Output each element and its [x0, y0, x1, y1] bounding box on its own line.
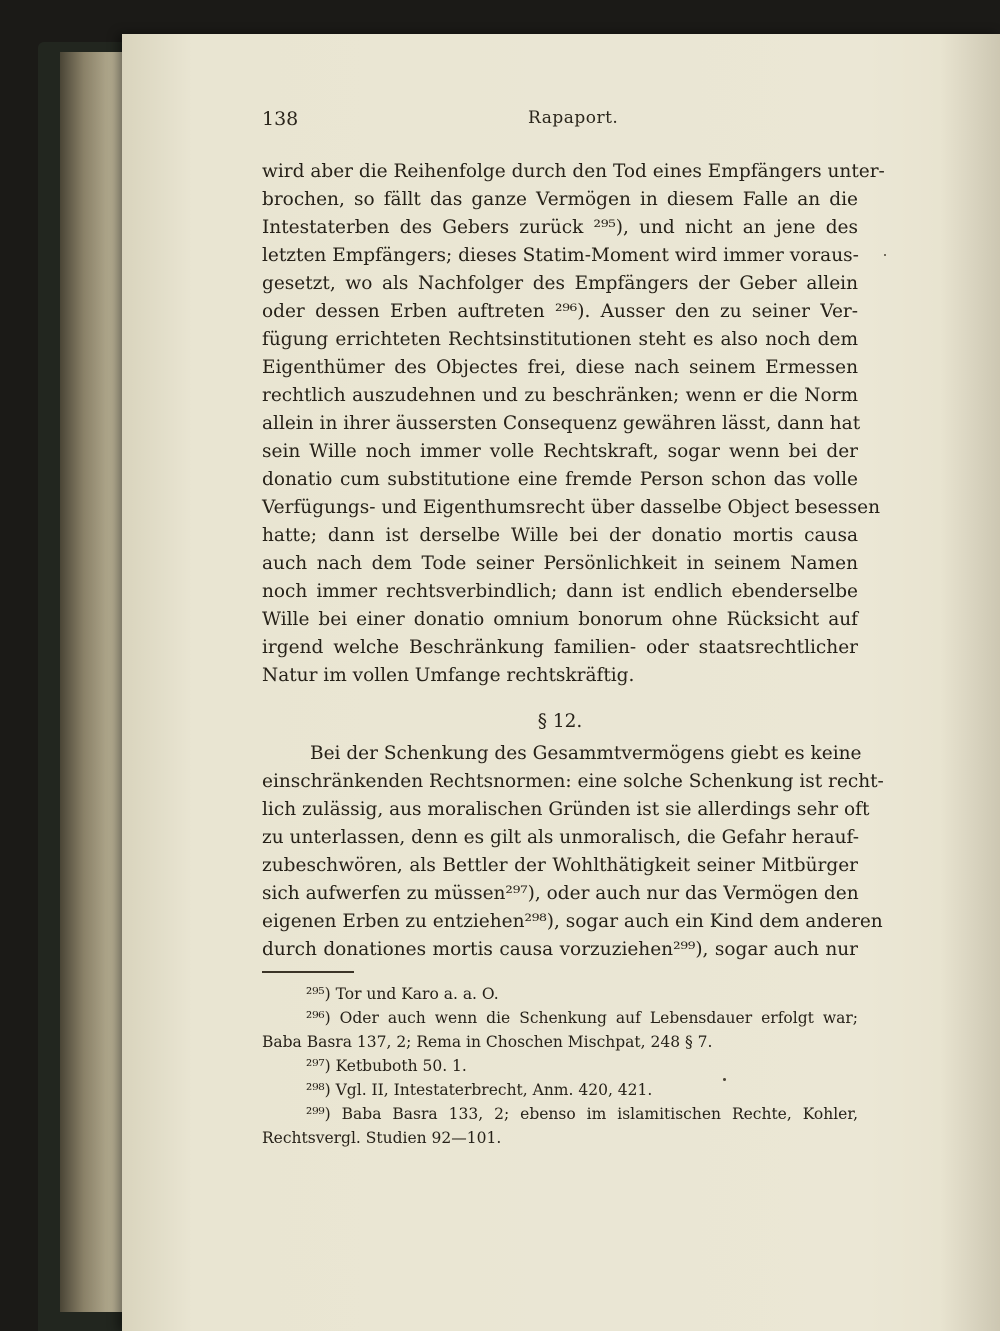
page-number: 138	[262, 108, 299, 130]
body-line: gesetzt, wo als Nachfolger des Empfängers der Geber allein	[262, 273, 858, 294]
footnote-line: ²⁹⁹) Baba Basra 133, 2; ebenso im islamitischen Rechte, Kohler,	[306, 1105, 858, 1123]
ink-speck	[723, 1078, 726, 1081]
body-line: sich aufwerfen zu müssen²⁹⁷), oder auch nur das Vermögen den	[262, 883, 859, 904]
body-line: rechtlich auszudehnen und zu beschränken; wenn er die Norm	[262, 385, 858, 406]
body-line: Verfügungs- und Eigenthumsrecht über dasselbe Object besessen	[262, 497, 880, 518]
running-head: Rapaport.	[528, 108, 619, 128]
body-line: Intestaterben des Gebers zurück ²⁹⁵), und nicht an jene des	[262, 217, 858, 238]
page-header	[262, 108, 858, 144]
body-line: wird aber die Reihenfolge durch den Tod eines Empfängers unter-	[262, 161, 885, 182]
body-line: hatte; dann ist derselbe Wille bei der donatio mortis causa	[262, 525, 858, 546]
body-line: letzten Empfängers; dieses Statim-Moment wird immer voraus-	[262, 245, 859, 266]
body-line: auch nach dem Tode seiner Persönlichkeit in seinem Namen	[262, 553, 858, 574]
body-line: fügung errichteten Rechtsinstitutionen steht es also noch dem	[262, 329, 858, 350]
body-line: brochen, so fällt das ganze Vermögen in diesem Falle an die	[262, 189, 858, 210]
section-heading: § 12.	[537, 711, 583, 732]
footnotes	[262, 982, 858, 1152]
body-line: durch donationes mortis causa vorzuziehen²⁹⁹), sogar auch nur	[262, 939, 858, 960]
body-line: lich zulässig, aus moralischen Gründen ist sie allerdings sehr oft	[262, 799, 870, 820]
body-line: zu unterlassen, denn es gilt als unmoralisch, die Gefahr herauf-	[262, 827, 859, 848]
body-text	[262, 158, 885, 978]
ink-speck	[884, 254, 886, 256]
body-line: einschränkenden Rechtsnormen: eine solche Schenkung ist recht-	[262, 771, 884, 792]
footnote-line: ²⁹⁸) Vgl. II, Intestaterbrecht, Anm. 420, 421.	[306, 1081, 653, 1099]
footnote-line: Baba Basra 137, 2; Rema in Choschen Mischpat, 248 § 7.	[262, 1033, 713, 1051]
footnote-separator	[262, 971, 354, 973]
body-line: sein Wille noch immer volle Rechtskraft, sogar wenn bei der	[262, 441, 858, 462]
body-line: irgend welche Beschränkung familien- oder staatsrechtlicher	[262, 637, 858, 658]
footnote-line: ²⁹⁶) Oder auch wenn die Schenkung auf Lebensdauer erfolgt war;	[306, 1009, 858, 1027]
body-line: Bei der Schenkung des Gesammtvermögens giebt es keine	[310, 743, 862, 764]
body-line: oder dessen Erben auftreten ²⁹⁶). Ausser den zu seiner Ver-	[262, 301, 858, 322]
body-line: allein in ihrer äussersten Consequenz gewähren lässt, dann hat	[262, 413, 861, 434]
body-line: zubeschwören, als Bettler der Wohlthätigkeit seiner Mitbürger	[262, 855, 858, 876]
footnote-line: ²⁹⁵) Tor und Karo a. a. O.	[306, 985, 499, 1003]
body-line: Wille bei einer donatio omnium bonorum ohne Rücksicht auf	[262, 609, 858, 630]
body-line: eigenen Erben zu entziehen²⁹⁸), sogar auch ein Kind dem anderen	[262, 911, 883, 932]
body-line: donatio cum substitutione eine fremde Person schon das volle	[262, 469, 858, 490]
page-edge-shadow	[940, 34, 1000, 1331]
body-line: noch immer rechtsverbindlich; dann ist endlich ebenderselbe	[262, 581, 858, 602]
body-line: Natur im vollen Umfange rechtskräftig.	[262, 665, 635, 686]
footnote-line: ²⁹⁷) Ketbuboth 50. 1.	[306, 1057, 467, 1075]
body-line: Eigenthümer des Objectes frei, diese nach seinem Ermessen	[262, 357, 858, 378]
footnote-line: Rechtsvergl. Studien 92—101.	[262, 1129, 502, 1147]
